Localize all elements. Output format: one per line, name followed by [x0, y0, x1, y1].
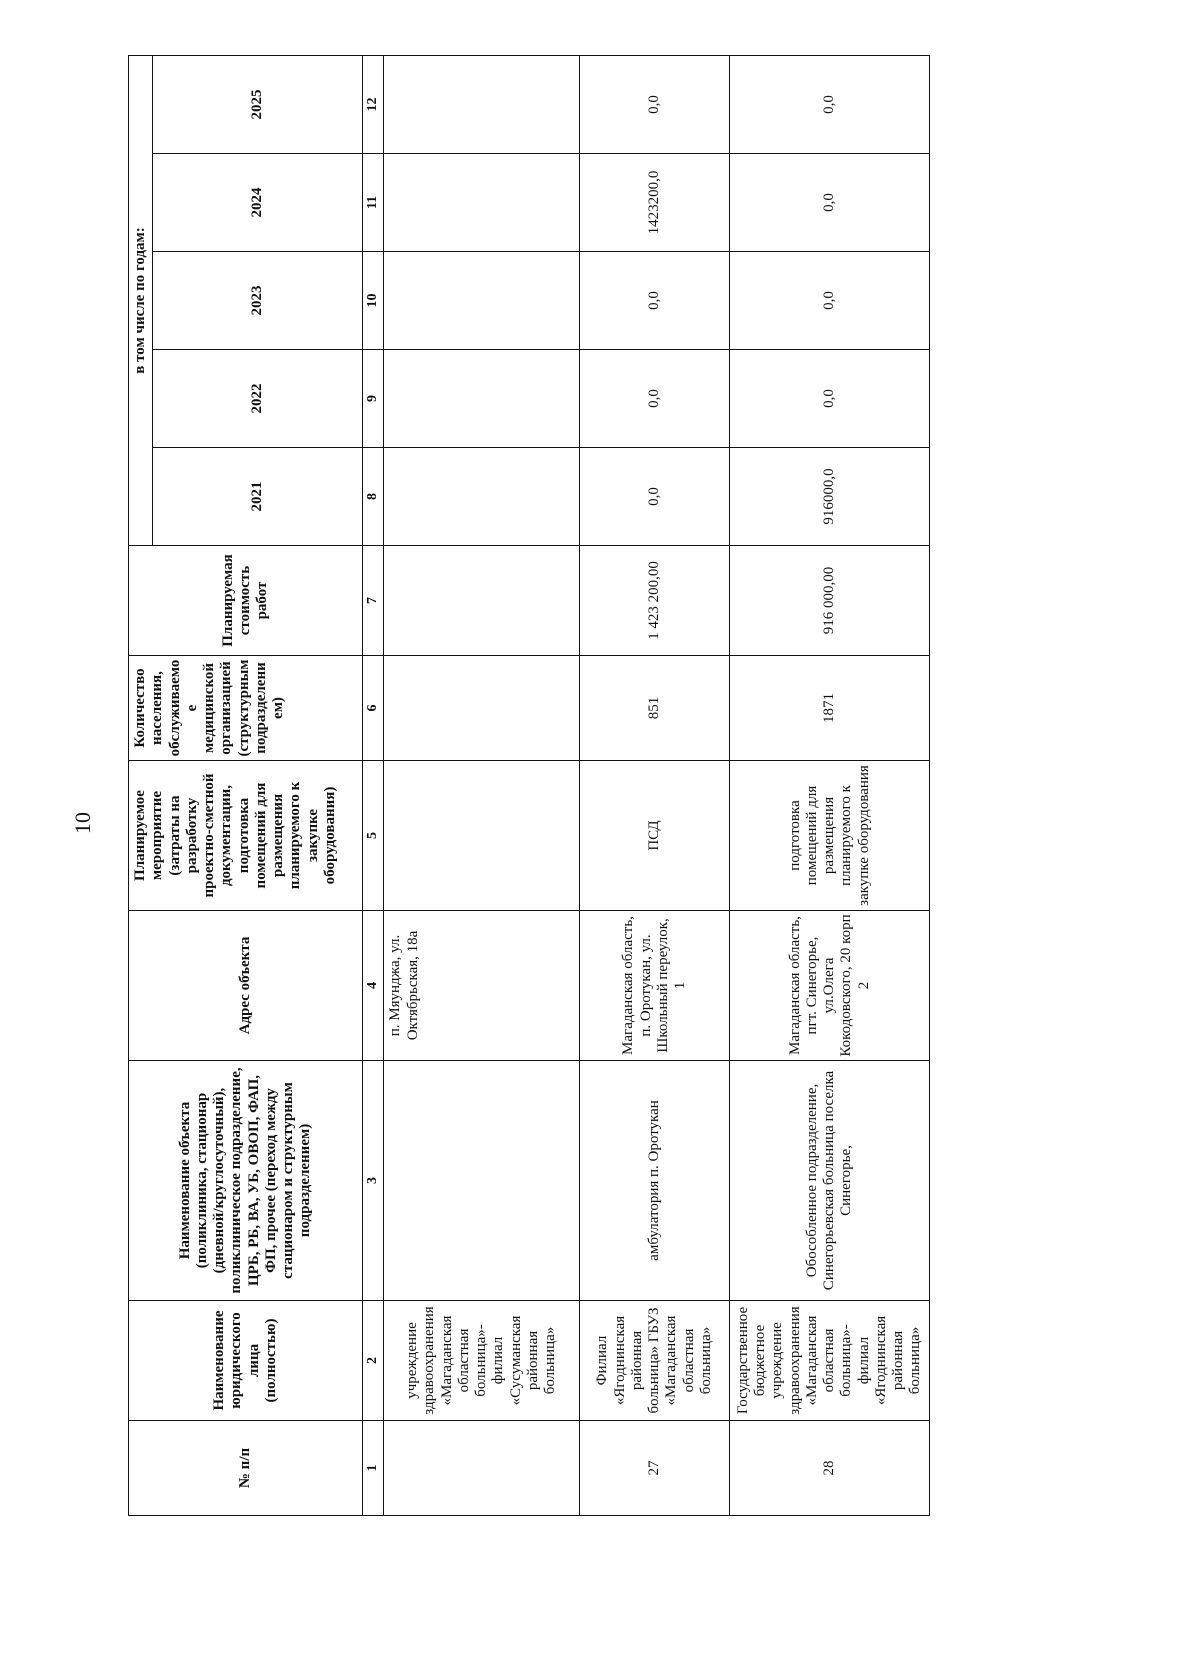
cell-year-value: 0,0 — [580, 55, 730, 153]
cell-num: 27 — [580, 1421, 730, 1516]
column-index-row — [363, 55, 384, 1515]
cell-year-value: 0,0 — [580, 350, 730, 448]
cell-address: Магаданская область, пгт. Синегорье, ул.Олега Кокодовского, 20 корп 2 — [730, 911, 930, 1061]
cell-num — [384, 1421, 580, 1516]
cell-population: 851 — [580, 656, 730, 761]
column-index: 8 — [363, 448, 384, 546]
column-index: 10 — [363, 252, 384, 350]
table-row — [384, 55, 580, 1515]
cell-year-value: 0,0 — [730, 55, 930, 153]
cell-year-value: 0,0 — [730, 154, 930, 252]
column-index: 6 — [363, 656, 384, 761]
table-container — [128, 56, 1033, 1516]
cell-year-value — [384, 350, 580, 448]
cell-year-value: 0,0 — [730, 252, 930, 350]
header-legal-entity: Наименование юридического лица (полностью) — [129, 1301, 363, 1421]
cell-year-value — [384, 448, 580, 546]
cell-legal-entity: учреждение здравоохранения «Магаданская областная больница»- филиал «Сусуманская районная больница» — [384, 1301, 580, 1421]
header-year: 2021 — [153, 448, 363, 546]
column-index: 2 — [363, 1301, 384, 1421]
cell-cost: 1 423 200,00 — [580, 546, 730, 656]
cell-year-value: 0,0 — [730, 350, 930, 448]
cell-measure — [384, 761, 580, 911]
header-object: Наименование объекта (поликлиника, стационар (дневной/круглосуточный), поликлиническое подразделение, ЦРБ, РБ, ВА, УБ, ОВОП, ФАП, ФП, прочее (переход между стационаром и структурным подразделением) — [129, 1061, 363, 1301]
cell-legal-entity: Филиал «Ягоднинская районная больница» ГБУЗ «Магаданская областная больница» — [580, 1301, 730, 1421]
cell-legal-entity: Государственное бюджетное учреждение здравоохранения «Магаданская областная больница»- филиал «Ягоднинская районная больница» — [730, 1301, 930, 1421]
cell-year-value: 1423200,0 — [580, 154, 730, 252]
cell-population: 1871 — [730, 656, 930, 761]
cell-year-value — [384, 55, 580, 153]
cell-cost — [384, 546, 580, 656]
header-population: Количество населения, обслуживаемое медицинской организацией (структурным подразделением) — [129, 656, 363, 761]
cell-object: Обособленное подразделение, Синегорьевская больница поселка Синегорье, — [730, 1061, 930, 1301]
cell-year-value — [384, 252, 580, 350]
column-index: 1 — [363, 1421, 384, 1516]
header-year: 2023 — [153, 252, 363, 350]
column-index: 12 — [363, 55, 384, 153]
cell-object — [384, 1061, 580, 1301]
cell-year-value — [384, 154, 580, 252]
table-row — [730, 55, 930, 1515]
column-index: 3 — [363, 1061, 384, 1301]
header-year: 2024 — [153, 154, 363, 252]
header-address: Адрес объекта — [129, 911, 363, 1061]
cell-address: п. Мяунджа, ул. Октябрьская, 18а — [384, 911, 580, 1061]
column-index: 4 — [363, 911, 384, 1061]
cell-population — [384, 656, 580, 761]
column-index: 5 — [363, 761, 384, 911]
cell-measure: подготовка помещений для размещения планируемого к закупке оборудования — [730, 761, 930, 911]
cell-object: амбулатория п. Оротукан — [580, 1061, 730, 1301]
column-index: 7 — [363, 546, 384, 656]
header-num: № п/п — [129, 1421, 363, 1516]
cell-measure: ПСД — [580, 761, 730, 911]
header-year: 2025 — [153, 55, 363, 153]
cell-year-value: 916000,0 — [730, 448, 930, 546]
cell-num: 28 — [730, 1421, 930, 1516]
cell-year-value: 0,0 — [580, 252, 730, 350]
page-number: 10 — [70, 812, 95, 834]
header-year: 2022 — [153, 350, 363, 448]
table-row — [580, 55, 730, 1515]
cell-cost: 916 000,00 — [730, 546, 930, 656]
column-index: 11 — [363, 154, 384, 252]
cell-year-value: 0,0 — [580, 448, 730, 546]
column-index: 9 — [363, 350, 384, 448]
cell-address: Магаданская область, п. Оротукан, ул. Школьный переулок, 1 — [580, 911, 730, 1061]
header-measure: Планируемое мероприятие (затраты на разработку проектно-сметной документации, подготовка помещений для размещения планируемого к закупке оборудования) — [129, 761, 363, 911]
data-table — [128, 55, 930, 1516]
header-by-years: в том числе по годам: — [129, 55, 153, 545]
header-cost: Планируемая стоимость работ — [129, 546, 363, 656]
